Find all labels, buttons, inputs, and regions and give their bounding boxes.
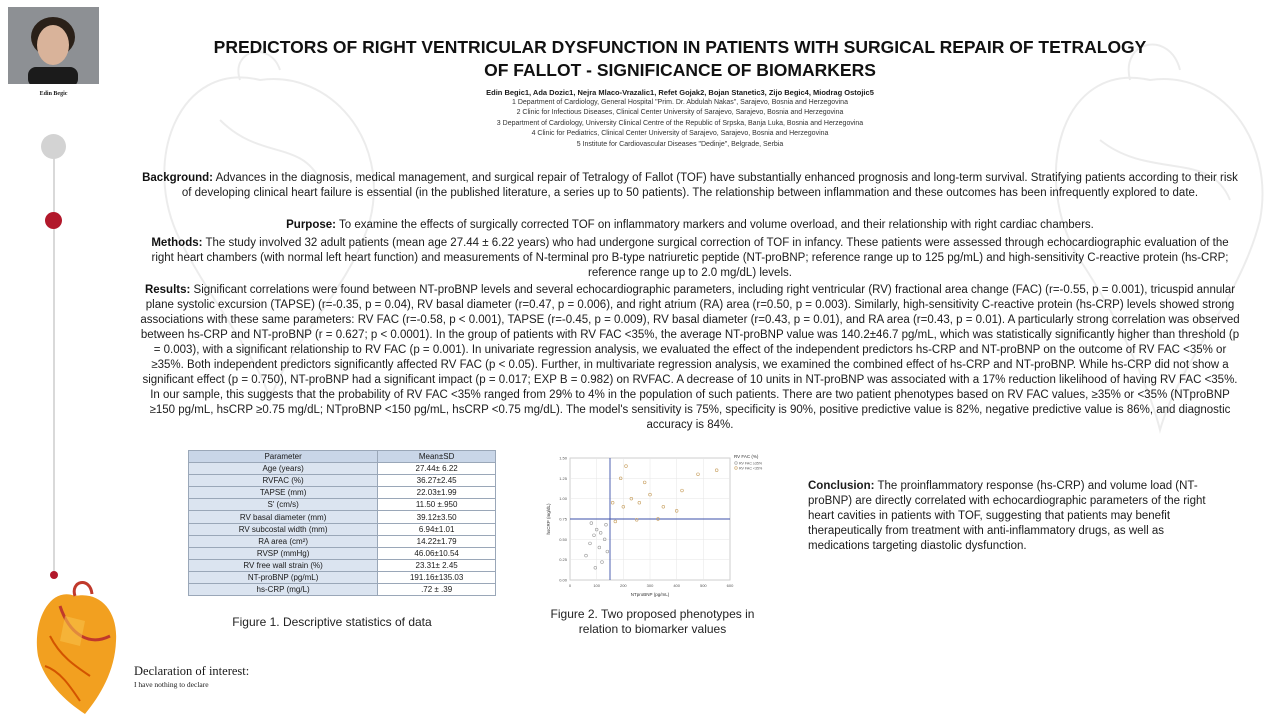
y-axis-label: hsCRP (mg/dL) xyxy=(546,503,551,535)
descriptive-stats-table xyxy=(188,450,496,596)
purpose-section xyxy=(140,218,1240,233)
legend-marker xyxy=(735,462,738,465)
table-row xyxy=(189,487,496,499)
background-label: Background: xyxy=(142,172,214,184)
author-photo-icon xyxy=(8,7,99,84)
table-cell-parameter: RA area (cm²) xyxy=(189,535,378,547)
table-cell-value: .72 ± .39 xyxy=(378,584,496,596)
figure2-caption xyxy=(540,607,765,637)
x-tick-label: 400 xyxy=(673,583,681,588)
figure2-caption-line1: Figure 2. Two proposed phenotypes in xyxy=(550,607,755,621)
purpose-text: To examine the effects of surgically corrected TOF on inflammatory markers and volume overload, and their relationship with right cardiac chambers. xyxy=(338,219,1094,231)
y-tick-label: 0.50 xyxy=(559,536,567,542)
y-tick-label: 0.00 xyxy=(559,577,567,583)
legend-entry: RV FAC <35% xyxy=(739,466,763,471)
conclusion-label: Conclusion: xyxy=(808,480,875,492)
affiliation-5: 5 Institute for Cardiovascular Diseases "Dedinje", Belgrade, Serbia xyxy=(576,141,784,148)
table-row xyxy=(189,535,496,547)
table-cell-parameter: NT-proBNP (pg/mL) xyxy=(189,571,378,583)
table-cell-value: 6.94±1.01 xyxy=(378,523,496,535)
y-tick-label: 1.00 xyxy=(559,496,567,502)
x-tick-label: 600 xyxy=(726,583,734,588)
table-cell-value: 36.27±2.45 xyxy=(378,475,496,487)
table-cell-parameter: Age (years) xyxy=(189,463,378,475)
table-cell-parameter: S' (cm/s) xyxy=(189,499,378,511)
affiliation-1: 1 Department of Cardiology, General Hospital "Prim. Dr. Abdulah Nakas", Sarajevo, Bosnia and Herzegovina xyxy=(512,99,848,106)
table-row xyxy=(189,584,496,596)
table-cell-parameter: RV subcostal width (mm) xyxy=(189,523,378,535)
table-row xyxy=(189,571,496,583)
table-row xyxy=(189,475,496,487)
legend-title: RV FAC (%) xyxy=(734,454,759,459)
table-cell-value: 46.06±10.54 xyxy=(378,547,496,559)
legend-marker xyxy=(735,467,738,470)
table-header-mean: Mean±SD xyxy=(378,451,496,463)
results-text: Significant correlations were found between NT-proBNP levels and several echocardiographic parameters, including right ventricular (RV) fractional area change (FAC) (r=-0.55, p = 0.001), tricuspid annular plane systolic excursion (TAPSE) (r=-0.35, p = 0.04), RV basal diameter (r=0.47, p = 0.006), and right atrium (RA) area (r=0.50, p = 0.003). Similarly, high-sensitivity C-reactive protein (hs-CRP) levels showed strong associations with these same parameters: RV FAC (r=-0.58, p < 0.001), TAPSE (r=-0.45, p = 0.009), RV basal diameter (r=0.43, p = 0.01), and RA area (r=0.43, p = 0.01). A particularly strong correlation was observed between hs-CRP and NT-proBNP (r = 0.627; p < 0.0001). In the group of patients with RV FAC <35%, the average NT-proBNP value was 140.2±46.7 pg/mL, which was statistically significantly higher than threshold (p = 0.003), with a significant relationship to RV FAC (p = 0.001). In univariate regression analysis, we evaluated the effect of the independent predictors hs-CRP and NT-proBNP on the outcome of RV FAC <35% or ≥35%. Both independent predictors significantly affected RV FAC (p < 0.05). Further, in multivariate regression analysis, we examined the combined effect of hs-CRP and NT-proBNP. While hs-CRP did not show a significant effect (p = 0.750), NT-proBNP had a significant impact (p = 0.017; EXP B = 0.982) on RVFAC. A decrease of 10 units in NT-proBNP was associated with a 17% reduction likelihood of having RV FAC <35%. In our sample, this suggests that the probability of RV FAC <35% ranged from 29% to 4% in the population of such patients. There are two patient phenotypes based on RV FAC values, ≥35% or <35% (NTproBNP ≥150 pg/mL, hsCRP ≥0.75 mg/dL; NTproBNP <150 pg/mL, hsCRP <0.75 mg/dL). The model's sensitivity is 75%, specificity is 90%, positive predictive value is 82%, negative predictive value is 86%, and diagnostic accuracy is 84%. xyxy=(140,284,1240,431)
x-axis-label: NTproBNP (pg/mL) xyxy=(630,592,670,597)
table-cell-value: 11.50 ±.950 xyxy=(378,499,496,511)
table-cell-value: 39.12±3.50 xyxy=(378,511,496,523)
table-row xyxy=(189,559,496,571)
x-tick-label: 0 xyxy=(568,583,572,588)
affiliation-2: 2 Clinic for Infectious Diseases, Clinical Center University of Sarajevo, Sarajevo, Bosnia and Herzegovina xyxy=(516,109,844,116)
declaration-title: Declaration of interest: xyxy=(134,664,250,678)
methods-label: Methods: xyxy=(151,237,203,249)
affiliation-3: 3 Department of Cardiology, University Clinical Centre of the Republic of Srpska, Banja Luka, Bosnia and Herzegovina xyxy=(496,120,864,127)
affiliation-4: 4 Clinic for Pediatrics, Clinical Center University of Sarajevo, Sarajevo, Bosnia and Herzegovina xyxy=(531,130,829,137)
portrait-name: Edin Begic xyxy=(39,91,68,97)
table-cell-parameter: TAPSE (mm) xyxy=(189,487,378,499)
methods-section xyxy=(140,236,1240,281)
table-header-row xyxy=(189,451,496,463)
timeline-dot-grey xyxy=(41,134,66,159)
results-label: Results: xyxy=(144,284,191,296)
y-tick-label: 1.50 xyxy=(559,455,567,461)
results-section xyxy=(140,283,1240,433)
purpose-label: Purpose: xyxy=(286,219,336,231)
table-cell-parameter: RVFAC (%) xyxy=(189,475,378,487)
table-cell-parameter: RV basal diameter (mm) xyxy=(189,511,378,523)
declaration-text: I have nothing to declare xyxy=(134,680,209,689)
x-tick-label: 200 xyxy=(619,583,627,588)
y-tick-label: 1.25 xyxy=(559,475,567,481)
table-cell-value: 27.44± 6.22 xyxy=(378,463,496,475)
table-cell-parameter: RVSP (mmHg) xyxy=(189,547,378,559)
figure1-caption: Figure 1. Descriptive statistics of data xyxy=(232,615,432,629)
table-row xyxy=(189,547,496,559)
table-row xyxy=(189,523,496,535)
table-header-parameter: Parameter xyxy=(189,451,378,463)
heart-illustration-icon xyxy=(30,576,120,716)
conclusion-section xyxy=(808,479,1218,554)
x-tick-label: 100 xyxy=(593,583,601,588)
background-text: Advances in the diagnosis, medical management, and surgical repair of Tetralogy of Fallot (TOF) have substantially enhanced prognosis and long-term survival. Stratifying patients according to their risk of developing clinical heart failure is essential (in the published literature, a series up to 50 patients). The relationship between inflammation and these outcomes has been infrequently explored to date. xyxy=(181,172,1238,199)
x-tick-label: 500 xyxy=(699,583,707,588)
table-row xyxy=(189,511,496,523)
phenotype-scatter-chart xyxy=(542,450,792,600)
author-portrait xyxy=(8,7,99,84)
background-section xyxy=(140,171,1240,201)
table-row xyxy=(189,463,496,475)
timeline-dot-red xyxy=(45,212,62,229)
table-row xyxy=(189,499,496,511)
y-tick-label: 0.25 xyxy=(559,557,567,563)
table-cell-value: 14.22±1.79 xyxy=(378,535,496,547)
table-cell-value: 22.03±1.99 xyxy=(378,487,496,499)
methods-text: The study involved 32 adult patients (mean age 27.44 ± 6.22 years) who had undergone surgical correction of TOF in infancy. These patients were assessed through echocardiographic evaluation of the right heart chambers (with normal left heart function) and measurements of N-terminal pro B-type natriuretic peptide (NT-proBNP; reference range up to 125 pg/mL) and high-sensitivity C-reactive protein (hs-CRP; reference range up to 2.0 mg/dL) levels. xyxy=(151,237,1229,279)
table-cell-value: 191.16±135.03 xyxy=(378,571,496,583)
figure2-caption-line2: relation to biomarker values xyxy=(578,622,727,636)
legend-entry: RV FAC ≥35% xyxy=(739,461,763,466)
poster-title: PREDICTORS OF RIGHT VENTRICULAR DYSFUNCTION IN PATIENTS WITH SURGICAL REPAIR OF TETRALOGY OF FALLOT - SIGNIFICANCE OF BIOMARKERS xyxy=(213,37,1147,80)
table-cell-value: 23.31± 2.45 xyxy=(378,559,496,571)
conclusion-text: The proinflammatory response (hs-CRP) and volume load (NT-proBNP) are directly correlated with echocardiographic parameters of the right heart cavities in patients with TOF, suggesting that patients may benefit therapeutically from treatment with anti-inflammatory drugs, as well as medications targeting diastolic dysfunction. xyxy=(808,480,1206,552)
y-tick-label: 0.75 xyxy=(559,516,567,522)
table-cell-parameter: RV free wall strain (%) xyxy=(189,559,378,571)
table-cell-parameter: hs-CRP (mg/L) xyxy=(189,584,378,596)
author-list: Edin Begic1, Ada Dozic1, Nejra Mlaco-Vrazalic1, Refet Gojak2, Bojan Stanetic3, Zijo Begic4, Miodrag Ostojic5 xyxy=(486,88,874,97)
x-tick-label: 300 xyxy=(646,583,654,588)
